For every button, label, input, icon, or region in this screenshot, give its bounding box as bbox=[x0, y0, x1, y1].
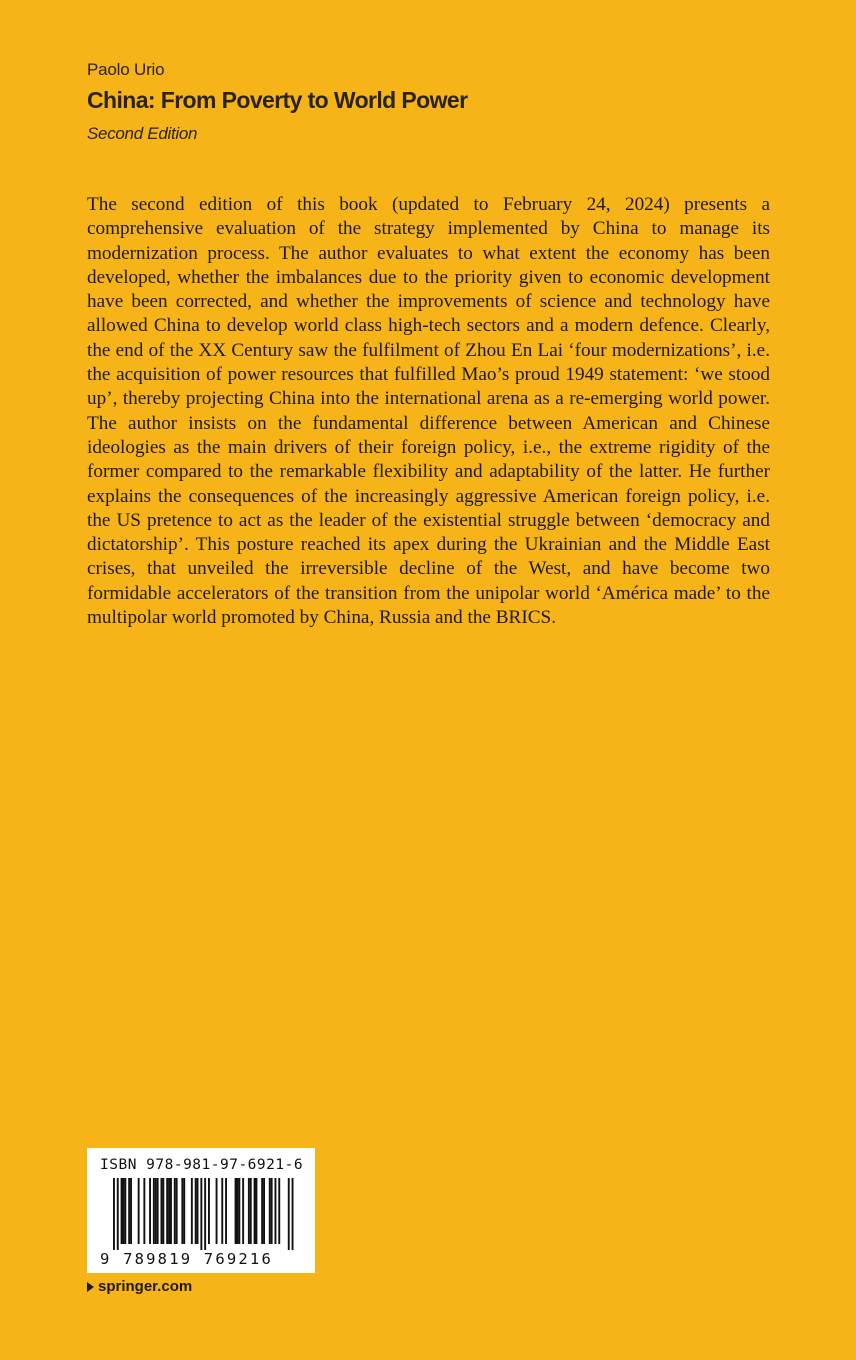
barcode-bar bbox=[162, 1178, 164, 1244]
arrow-right-icon bbox=[87, 1282, 94, 1292]
publisher-site: springer.com bbox=[98, 1278, 193, 1295]
barcode-bar bbox=[261, 1178, 263, 1244]
barcode-bar bbox=[149, 1178, 151, 1244]
barcode-bar bbox=[181, 1178, 183, 1244]
barcode-bar bbox=[168, 1178, 170, 1244]
barcode-bar bbox=[238, 1178, 240, 1244]
barcode-bar bbox=[176, 1178, 178, 1244]
barcode-bar bbox=[278, 1178, 280, 1244]
barcode-bar bbox=[170, 1178, 172, 1244]
barcode-bar bbox=[195, 1178, 197, 1244]
isbn-barcode bbox=[87, 1148, 315, 1273]
barcode-bar bbox=[216, 1178, 218, 1244]
barcode-bar bbox=[242, 1178, 244, 1244]
barcode-bar bbox=[124, 1178, 126, 1244]
barcode-bar bbox=[161, 1178, 163, 1244]
barcode-bar bbox=[225, 1178, 227, 1244]
barcode-bar bbox=[275, 1178, 277, 1244]
barcode-bar bbox=[183, 1178, 185, 1244]
barcode-bar bbox=[138, 1178, 140, 1244]
edition-label: Second Edition bbox=[87, 124, 198, 143]
barcode-bar bbox=[121, 1178, 123, 1244]
barcode-bar bbox=[250, 1178, 252, 1244]
barcode-bar bbox=[166, 1178, 168, 1244]
barcode-bar bbox=[113, 1178, 115, 1250]
barcode-bar bbox=[208, 1178, 210, 1244]
barcode-bar bbox=[143, 1178, 145, 1244]
barcode-bar bbox=[191, 1178, 193, 1244]
barcode-bar bbox=[288, 1178, 290, 1250]
book-blurb: The second edition of this book (updated to February 24, 2024) presents a comprehensive evaluation of the strategy implemented by China to manage its modernization process. The author evaluates to what extent the economy has been developed, whether the imbalances due to the priority given to economic development have been corrected, and whether the improvements of science and technology have allowed China to develop world class high-tech sectors and a modern defence. Clearly, the end of the XX Century saw the fulfilment of Zhou En Lai ‘four modernizations’, i.e. the acquisition of power resources that fulfilled Mao’s proud 1949 statement: ‘we stood up’, thereby projecting China into the international arena as a re-emerging world power. The author insists on the fundamental difference between American and Chinese ideologies as the main drivers of their foreign policy, i.e., the extreme rigidity of the former compared to the remarkable flexibility and adaptability of the latter. He further explains the consequences of the increasingly aggressive American foreign policy, i.e. the US pretence to act as the leader of the existential struggle between ‘democracy and dictatorship’. This posture reached its apex during the Ukrainian and the Middle East crises, that unveiled the irreversible decline of the West, and have become two formidable accelerators of the transition from the unipolar world ‘América made’ to the multipolar world promoted by China, Russia and the BRICS. bbox=[87, 194, 770, 629]
barcode-bar bbox=[263, 1178, 265, 1244]
barcode-bar bbox=[123, 1178, 125, 1244]
barcode-bar bbox=[130, 1178, 132, 1244]
barcode-bar bbox=[254, 1178, 256, 1244]
barcode-bar bbox=[174, 1178, 176, 1244]
barcode-bars bbox=[113, 1178, 303, 1250]
barcode-bar bbox=[235, 1178, 237, 1244]
isbn-label: ISBN 978-981-97-6921-6 bbox=[100, 1157, 304, 1173]
barcode-bar bbox=[155, 1178, 157, 1244]
barcode-bar bbox=[204, 1178, 206, 1250]
barcode-bar bbox=[269, 1178, 271, 1244]
barcode-bar bbox=[157, 1178, 159, 1244]
book-title: China: From Poverty to World Power bbox=[87, 87, 468, 113]
barcode-bar bbox=[117, 1178, 119, 1250]
barcode-bar bbox=[128, 1178, 130, 1244]
barcode-bar bbox=[153, 1178, 155, 1244]
barcode-bar bbox=[271, 1178, 273, 1244]
author-name: Paolo Urio bbox=[87, 60, 165, 79]
barcode-bar bbox=[197, 1178, 199, 1244]
barcode-digits: 9 789819 769216 bbox=[100, 1250, 273, 1268]
publisher-link[interactable] bbox=[87, 1278, 192, 1295]
barcode-bar bbox=[248, 1178, 250, 1244]
barcode-bar bbox=[256, 1178, 258, 1244]
barcode-bar bbox=[221, 1178, 223, 1244]
barcode-bar bbox=[200, 1178, 202, 1250]
barcode-bar bbox=[237, 1178, 239, 1244]
barcode-bar bbox=[292, 1178, 294, 1250]
